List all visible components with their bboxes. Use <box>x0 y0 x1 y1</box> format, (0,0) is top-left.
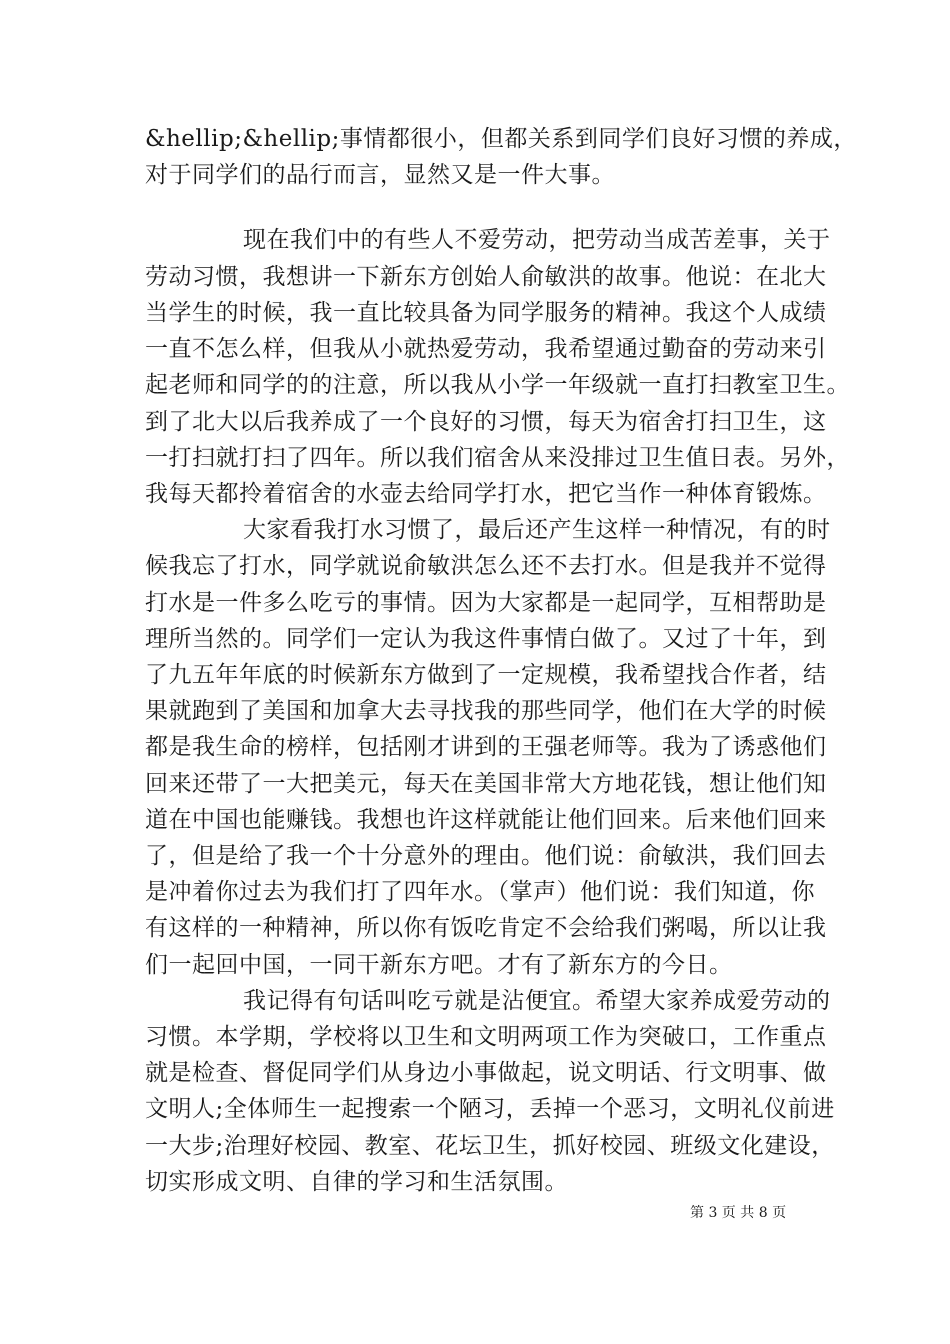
text-line: 切实形成文明、自律的学习和生活氛围。 <box>145 1169 568 1195</box>
text-line: 到了北大以后我养成了一个良好的习惯，每天为宿舍打扫卫生，这 <box>145 409 827 435</box>
text-line: 对于同学们的品行而言，显然又是一件大事。 <box>145 162 615 188</box>
text-line: 习惯。本学期，学校将以卫生和文明两项工作为突破口，工作重点 <box>145 1024 827 1050</box>
text-line: 们一起回中国，一同干新东方吧。才有了新东方的今日。 <box>145 952 733 978</box>
text-line: 当学生的时候，我一直比较具备为同学服务的精神。我这个人成绩 <box>145 300 827 326</box>
text-line: 理所当然的。同学们一定认为我这件事情白做了。又过了十年，到 <box>145 626 827 652</box>
paragraph-start-line: 现在我们中的有些人不爱劳动，把劳动当成苦差事，关于 <box>243 227 831 253</box>
text-line: 是冲着你过去为我们打了四年水。（掌声）他们说：我们知道，你 <box>145 879 815 905</box>
text-line: 候我忘了打水，同学就说俞敏洪怎么还不去打水。但是我并不觉得 <box>145 553 827 579</box>
text-line: 文明人;全体师生一起搜索一个陋习，丢掉一个恶习，文明礼仪前进 <box>145 1096 835 1122</box>
text-line: 一大步;治理好校园、教室、花坛卫生，抓好校园、班级文化建设， <box>145 1133 835 1159</box>
paragraph-start-line: 我记得有句话叫吃亏就是沾便宜。希望大家养成爱劳动的 <box>243 988 831 1014</box>
text-line: 起老师和同学的的注意，所以我从小学一年级就一直打扫教室卫生。 <box>145 372 850 398</box>
text-line: 回来还带了一大把美元，每天在美国非常大方地花钱，想让他们知 <box>145 771 827 797</box>
text-line: 有这样的一种精神，所以你有饭吃肯定不会给我们粥喝，所以让我 <box>145 915 827 941</box>
text-line: 了，但是给了我一个十分意外的理由。他们说：俞敏洪，我们回去 <box>145 843 827 869</box>
paragraph-start-line: 大家看我打水习惯了，最后还产生这样一种情况，有的时 <box>243 517 831 543</box>
page-number-footer: 第 3 页 共 8 页 <box>690 1205 787 1221</box>
text-line: &hellip;&hellip;事情都很小，但都关系到同学们良好习惯的养成， <box>145 126 857 152</box>
text-line: 一打扫就打扫了四年。所以我们宿舍从来没排过卫生值日表。另外， <box>145 445 850 471</box>
text-line: 一直不怎么样，但我从小就热爱劳动，我希望通过勤奋的劳动来引 <box>145 336 827 362</box>
text-line: 就是检查、督促同学们从身边小事做起，说文明话、行文明事、做 <box>145 1060 827 1086</box>
text-line: 劳动习惯，我想讲一下新东方创始人俞敏洪的故事。他说：在北大 <box>145 264 827 290</box>
text-line: 打水是一件多么吃亏的事情。因为大家都是一起同学，互相帮助是 <box>145 590 827 616</box>
text-line: 了九五年年底的时候新东方做到了一定规模，我希望找合作者，结 <box>145 662 827 688</box>
text-line: 道在中国也能赚钱。我想也许这样就能让他们回来。后来他们回来 <box>145 807 827 833</box>
text-line: 果就跑到了美国和加拿大去寻找我的那些同学，他们在大学的时候 <box>145 698 827 724</box>
text-line: 都是我生命的榜样，包括刚才讲到的王强老师等。我为了诱惑他们 <box>145 734 827 760</box>
text-line: 我每天都拎着宿舍的水壶去给同学打水，把它当作一种体育锻炼。 <box>145 481 827 507</box>
